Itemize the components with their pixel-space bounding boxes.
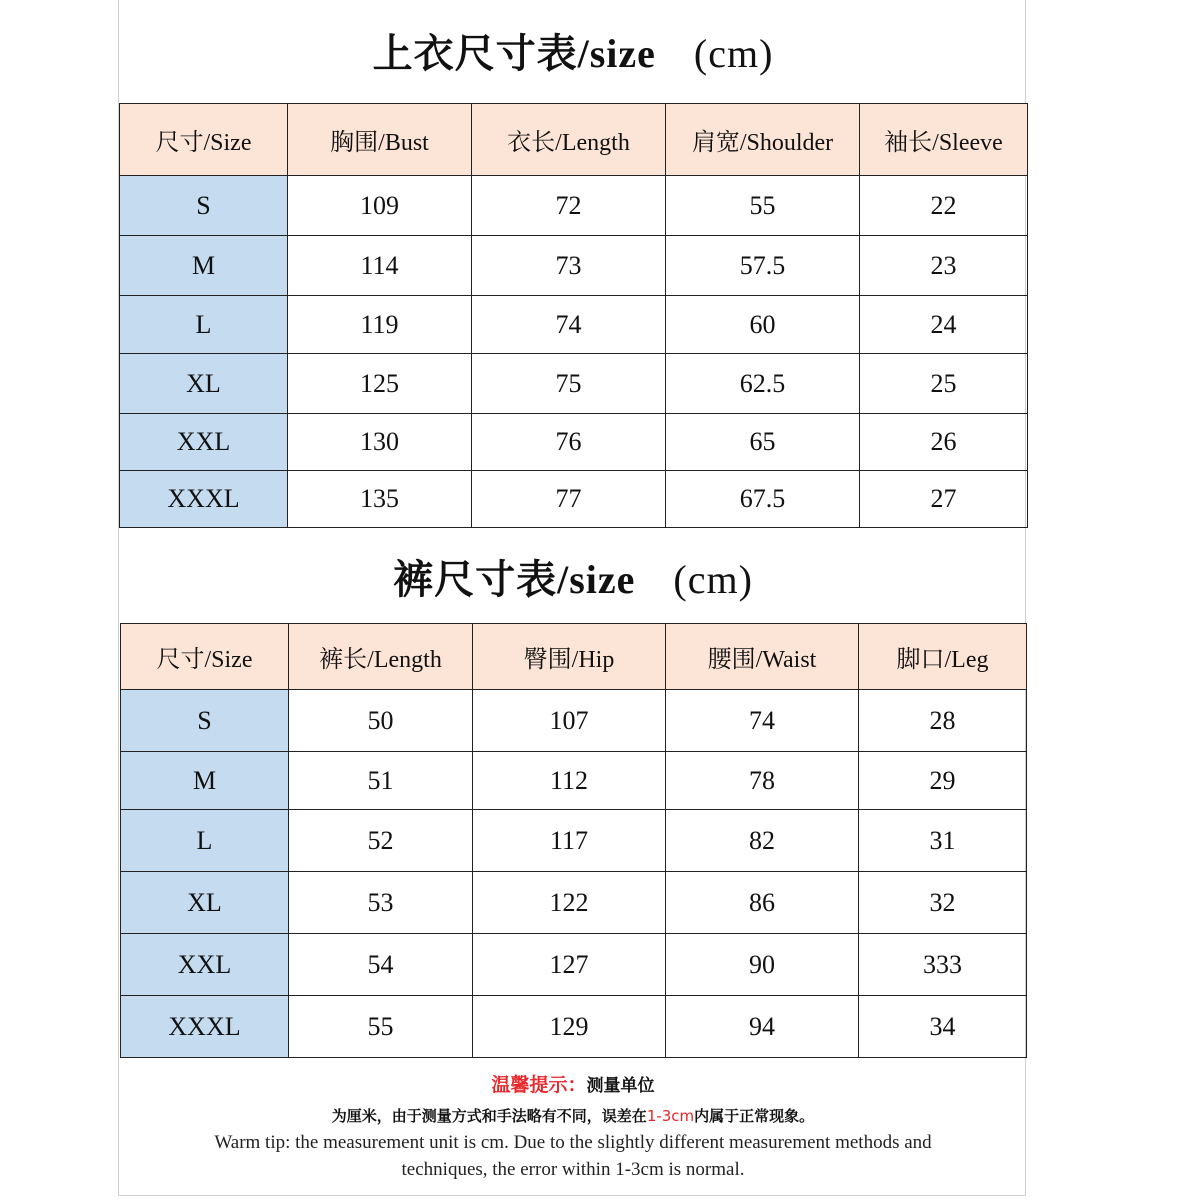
size-chart-sheet xyxy=(118,0,1026,1196)
pants-header-row xyxy=(121,624,1027,690)
top-value-cell: 27 xyxy=(860,471,1028,528)
top-value-cell: 72 xyxy=(472,176,666,236)
pants-header-cell: 尺寸/Size xyxy=(121,624,289,690)
pants-table-row xyxy=(121,690,1027,752)
pants-value-cell: 94 xyxy=(666,996,859,1058)
pants-value-cell: 28 xyxy=(859,690,1027,752)
top-value-cell: 114 xyxy=(288,236,472,296)
tip-line-1 xyxy=(119,1068,1027,1103)
top-value-cell: 22 xyxy=(860,176,1028,236)
pants-value-cell: 51 xyxy=(289,752,473,810)
top-value-cell: 125 xyxy=(288,354,472,414)
pants-value-cell: 86 xyxy=(666,872,859,934)
pants-value-cell: 82 xyxy=(666,810,859,872)
top-value-cell: 74 xyxy=(472,296,666,354)
pants-header-cell: 腰围/Waist xyxy=(666,624,859,690)
pants-value-cell: 52 xyxy=(289,810,473,872)
top-title-unit: (cm) xyxy=(693,31,774,76)
pants-size-label-cell: M xyxy=(121,752,289,810)
tip-line-2 xyxy=(119,1103,1027,1129)
top-value-cell: 25 xyxy=(860,354,1028,414)
top-table-row xyxy=(120,176,1028,236)
pants-value-cell: 107 xyxy=(473,690,666,752)
top-size-label-cell: S xyxy=(120,176,288,236)
pants-value-cell: 32 xyxy=(859,872,1027,934)
pants-value-cell: 54 xyxy=(289,934,473,996)
top-value-cell: 73 xyxy=(472,236,666,296)
top-size-label-cell: L xyxy=(120,296,288,354)
pants-chart-title xyxy=(119,548,1027,605)
pants-table-row xyxy=(121,872,1027,934)
top-value-cell: 135 xyxy=(288,471,472,528)
pants-header-cell: 脚口/Leg xyxy=(859,624,1027,690)
top-value-cell: 60 xyxy=(666,296,860,354)
top-size-label-cell: XXXL xyxy=(120,471,288,528)
pants-value-cell: 333 xyxy=(859,934,1027,996)
pants-header-cell: 裤长/Length xyxy=(289,624,473,690)
top-value-cell: 23 xyxy=(860,236,1028,296)
top-size-label-cell: M xyxy=(120,236,288,296)
pants-value-cell: 55 xyxy=(289,996,473,1058)
pants-table-row xyxy=(121,810,1027,872)
tip-line-2-red: 1-3cm xyxy=(646,1107,695,1125)
top-header-cell: 肩宽/Shoulder xyxy=(666,104,860,176)
top-size-label-cell: XXL xyxy=(120,414,288,471)
top-value-cell: 24 xyxy=(860,296,1028,354)
top-value-cell: 67.5 xyxy=(666,471,860,528)
top-value-cell: 130 xyxy=(288,414,472,471)
pants-value-cell: 53 xyxy=(289,872,473,934)
pants-size-label-cell: L xyxy=(121,810,289,872)
tip-line-2-a: 为厘米，由于测量方式和手法略有不同，误差在 xyxy=(331,1107,647,1125)
top-table-body xyxy=(120,104,1028,528)
pants-size-label-cell: XXL xyxy=(121,934,289,996)
tip-line-3: Warm tip: the measurement unit is cm. Due to the slightly different measurement methods and xyxy=(214,1132,932,1153)
pants-value-cell: 129 xyxy=(473,996,666,1058)
pants-size-label-cell: XL xyxy=(121,872,289,934)
top-value-cell: 26 xyxy=(860,414,1028,471)
top-table-row xyxy=(120,296,1028,354)
pants-value-cell: 50 xyxy=(289,690,473,752)
pants-value-cell: 90 xyxy=(666,934,859,996)
pants-table-body xyxy=(121,624,1027,1058)
top-table-row xyxy=(120,414,1028,471)
top-value-cell: 75 xyxy=(472,354,666,414)
top-value-cell: 76 xyxy=(472,414,666,471)
pants-table-row xyxy=(121,996,1027,1058)
warm-tip xyxy=(119,1068,1027,1183)
top-value-cell: 55 xyxy=(666,176,860,236)
top-value-cell: 119 xyxy=(288,296,472,354)
pants-value-cell: 29 xyxy=(859,752,1027,810)
tip-label: 温馨提示： xyxy=(491,1074,587,1096)
pants-value-cell: 74 xyxy=(666,690,859,752)
top-size-table xyxy=(119,103,1028,528)
pants-title-unit: (cm) xyxy=(673,557,753,602)
top-value-cell: 62.5 xyxy=(666,354,860,414)
top-title-text: 上衣尺寸表/size xyxy=(372,31,656,76)
pants-size-label-cell: S xyxy=(121,690,289,752)
pants-value-cell: 31 xyxy=(859,810,1027,872)
top-header-cell: 衣长/Length xyxy=(472,104,666,176)
top-value-cell: 109 xyxy=(288,176,472,236)
pants-table-row xyxy=(121,752,1027,810)
pants-value-cell: 34 xyxy=(859,996,1027,1058)
top-value-cell: 65 xyxy=(666,414,860,471)
top-size-label-cell: XL xyxy=(120,354,288,414)
top-header-cell: 袖长/Sleeve xyxy=(860,104,1028,176)
pants-title-text: 裤尺寸表/size xyxy=(393,557,636,602)
tip-line-2-b: 内属于正常现象。 xyxy=(694,1107,815,1125)
pants-header-cell: 臀围/Hip xyxy=(473,624,666,690)
pants-table-row xyxy=(121,934,1027,996)
tip-line-1-text: 测量单位 xyxy=(586,1076,655,1096)
pants-value-cell: 127 xyxy=(473,934,666,996)
pants-value-cell: 78 xyxy=(666,752,859,810)
pants-value-cell: 112 xyxy=(473,752,666,810)
top-header-cell: 胸围/Bust xyxy=(288,104,472,176)
top-header-row xyxy=(120,104,1028,176)
top-table-row xyxy=(120,471,1028,528)
pants-size-label-cell: XXXL xyxy=(121,996,289,1058)
top-chart-title xyxy=(119,22,1027,79)
tip-line-4: techniques, the error within 1-3cm is normal. xyxy=(401,1159,745,1180)
top-header-cell: 尺寸/Size xyxy=(120,104,288,176)
pants-size-table xyxy=(120,623,1027,1058)
top-value-cell: 77 xyxy=(472,471,666,528)
top-value-cell: 57.5 xyxy=(666,236,860,296)
top-table-row xyxy=(120,236,1028,296)
pants-value-cell: 117 xyxy=(473,810,666,872)
pants-value-cell: 122 xyxy=(473,872,666,934)
top-table-row xyxy=(120,354,1028,414)
